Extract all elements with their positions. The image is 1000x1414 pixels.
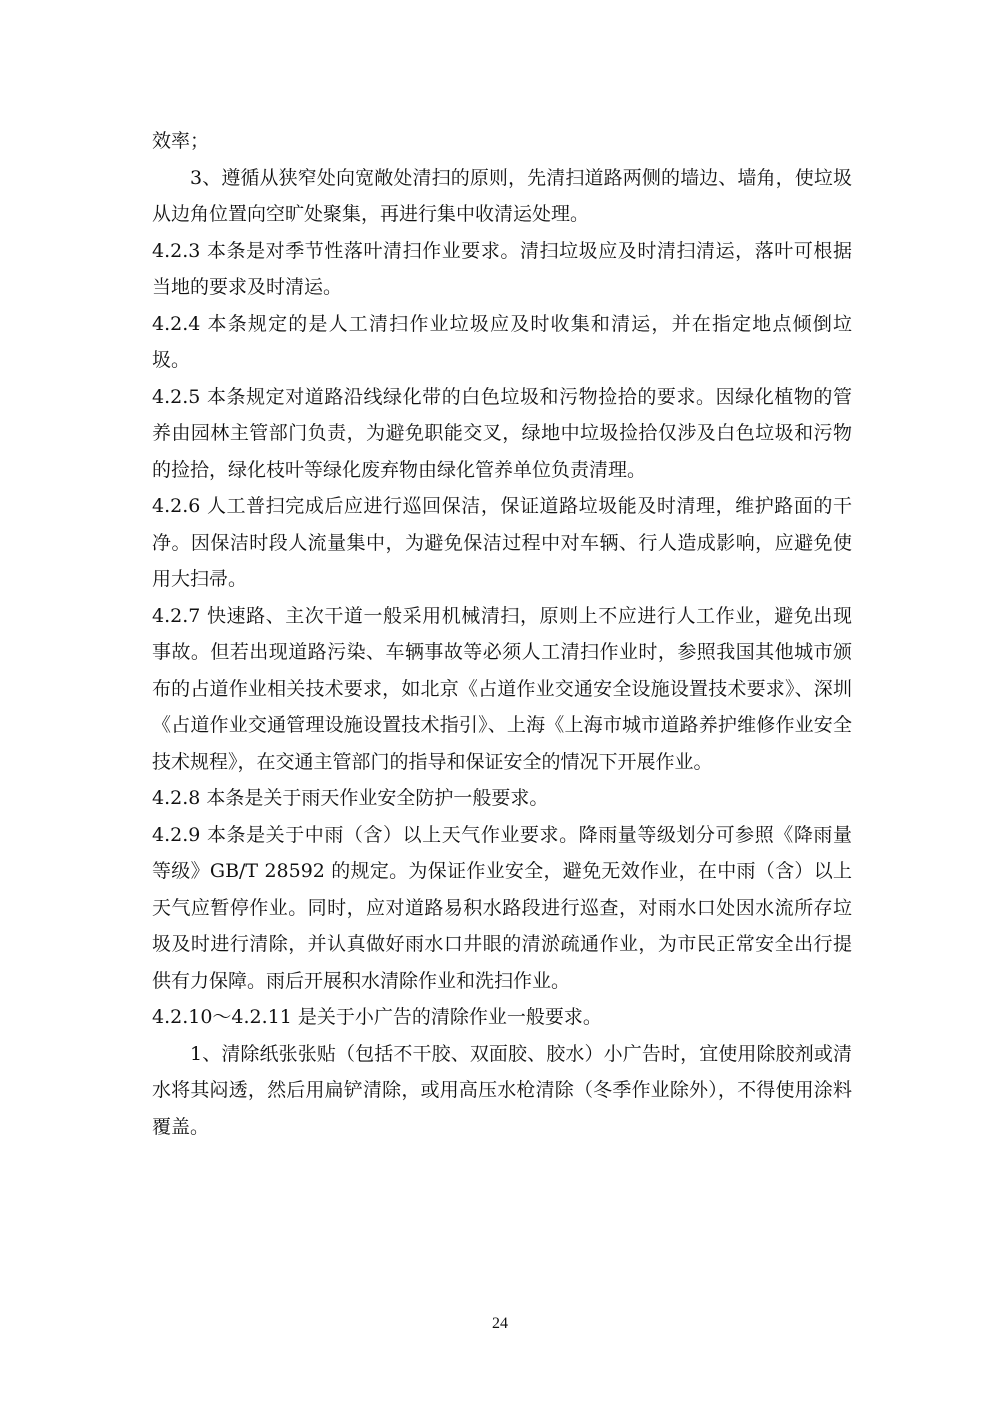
paragraph-4-2-6: 4.2.6 人工普扫完成后应进行巡回保洁，保证道路垃圾能及时清理，维护路面的干净。因保洁时段人流量集中，为避免保洁过程中对车辆、行人造成影响，应避免使用大扫帚。 [152, 495, 852, 590]
page-number: 24 [492, 1315, 508, 1332]
paragraph-4-2-5: 4.2.5 本条规定对道路沿线绿化带的白色垃圾和污物捡拾的要求。因绿化植物的管养由园林主管部门负责，为避免职能交叉，绿地中垃圾捡拾仅涉及白色垃圾和污物的捡拾，绿化枝叶等绿化废弃物由绿化管养单位负责清理。 [152, 385, 852, 481]
paragraph-4-2-10-11: 4.2.10～4.2.11 是关于小广告的清除作业一般要求。 [152, 1006, 602, 1028]
paragraph-item-1: 1、清除纸张张贴（包括不干胶、双面胶、胶水）小广告时，宜使用除胶剂或清水将其闷透，然后用扁铲清除，或用高压水枪清除（冬季作业除外），不得使用涂料覆盖。 [152, 1042, 852, 1138]
paragraph-4-2-3: 4.2.3 本条是对季节性落叶清扫作业要求。清扫垃圾应及时清扫清运，落叶可根据当地的要求及时清运。 [152, 239, 852, 298]
paragraph-4-2-7: 4.2.7 快速路、主次干道一般采用机械清扫，原则上不应进行人工作业，避免出现事故。但若出现道路污染、车辆事故等必须人工清扫作业时，参照我国其他城市颁布的占道作业相关技术要求，如北京《占道作业交通安全设施设置技术要求》、深圳《占道作业交通管理设施设置技术指引》、上海《上海市城市道路养护维修作业安全技术规程》，在交通主管部门的指导和保证安全的情况下开展作业。 [152, 604, 852, 773]
paragraph-4-2-9: 4.2.9 本条是关于中雨（含）以上天气作业要求。降雨量等级划分可参照《降雨量等级》GB/T 28592 的规定。为保证作业安全，避免无效作业，在中雨（含）以上天气应暂停作业。同时，应对道路易积水路段进行巡查，对雨水口处因水流所存垃圾及时进行清除，并认真做好雨水口井眼的清淤疏通作业，为市民正常安全出行提供有力保障。雨后开展积水清除作业和洗扫作业。 [152, 823, 852, 992]
paragraph-efficiency-tail: 效率； [152, 130, 210, 152]
paragraph-item-3: 3、遵循从狭窄处向宽敞处清扫的原则，先清扫道路两侧的墙边、墙角，使垃圾从边角位置向空旷处聚集，再进行集中收清运处理。 [152, 166, 852, 225]
paragraph-4-2-8: 4.2.8 本条是关于雨天作业安全防护一般要求。 [152, 787, 549, 809]
body-text [152, 123, 852, 1145]
paragraph-4-2-4: 4.2.4 本条规定的是人工清扫作业垃圾应及时收集和清运，并在指定地点倾倒垃圾。 [152, 312, 852, 371]
